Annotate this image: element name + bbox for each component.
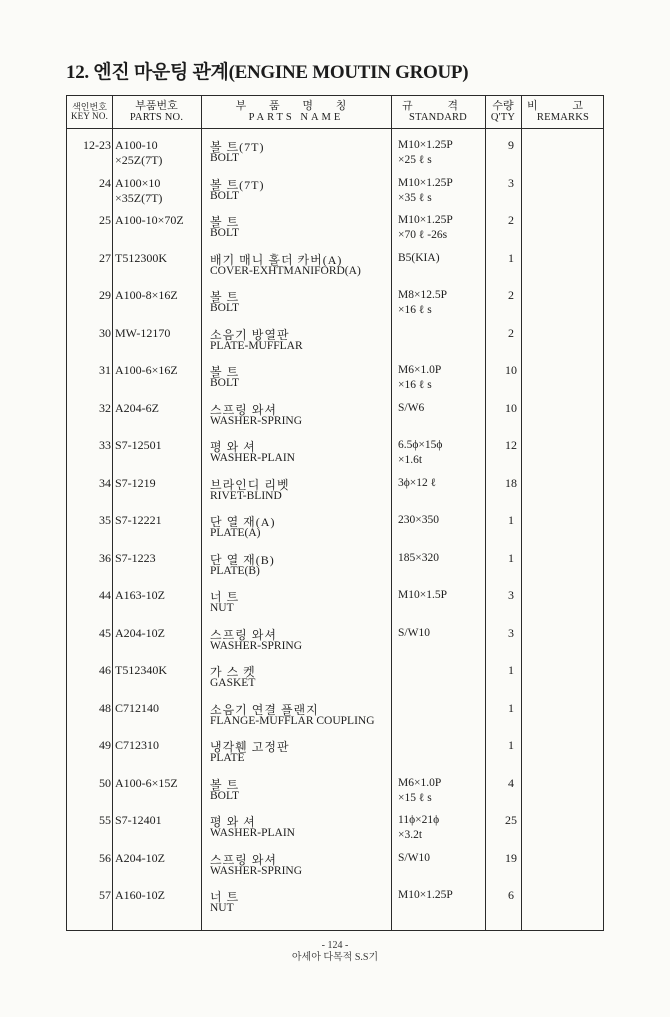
part-name-ko-cell: 소음기 방열판	[210, 327, 290, 342]
key-no-cell: 25	[99, 213, 111, 227]
header-key-no-en: KEY NO.	[70, 111, 109, 121]
header-key-no-ko: 색인번호	[72, 101, 107, 112]
standard-cell: 3ϕ×12 ℓ	[398, 476, 437, 489]
part-name-en-cell: BOLT	[210, 789, 239, 802]
part-name-en-cell: WASHER-PLAIN	[210, 452, 295, 464]
table-row	[67, 697, 605, 735]
table-row	[67, 359, 605, 397]
part-name-ko-cell: 볼 트	[210, 365, 240, 379]
table-row	[67, 847, 605, 885]
table-row	[67, 172, 605, 210]
header-remarks-en: REMARKS	[536, 112, 590, 124]
standard-cell: M10×1.25P	[398, 889, 453, 901]
key-no-cell: 34	[99, 475, 111, 490]
part-name-ko-cell: 볼 트(7T)	[210, 177, 265, 192]
part-name-ko-cell: 배기 매니 홀더 카버(A)	[210, 252, 343, 267]
key-no-cell: 55	[99, 813, 111, 827]
qty-cell: 25	[505, 813, 517, 827]
table-row	[67, 659, 605, 697]
table-row	[67, 584, 605, 622]
header-qty	[485, 96, 521, 128]
part-name-en-cell: WASHER-SPRING	[210, 639, 303, 652]
key-no-cell: 27	[99, 250, 111, 265]
qty-cell: 2	[508, 288, 514, 302]
qty-cell: 9	[508, 138, 514, 152]
part-name-en-cell: NUT	[210, 902, 234, 914]
key-no-cell: 30	[99, 325, 111, 340]
header-parts-name	[201, 96, 391, 128]
key-no-cell: 57	[99, 888, 111, 902]
part-name-en-cell: PLATE(A)	[210, 527, 261, 539]
qty-cell: 4	[508, 775, 514, 790]
parts-no-cell: A100-10×70Z	[115, 213, 184, 227]
key-no-cell: 36	[99, 550, 111, 565]
qty-cell: 18	[505, 475, 517, 490]
standard-cell: M10×1.25P ×70 ℓ -26s	[398, 214, 453, 241]
parts-no-cell: MW-12170	[115, 325, 171, 340]
part-name-en-cell: FLANGE-MUFFLAR COUPLING	[210, 714, 375, 727]
qty-cell: 12	[505, 438, 517, 452]
header-remarks-ko: 비 고	[526, 99, 599, 112]
parts-no-cell: A100-10 ×25Z(7T)	[115, 138, 163, 167]
part-name-ko-cell: 단 열 재(A)	[210, 515, 276, 529]
key-no-cell: 56	[99, 850, 111, 865]
qty-cell: 1	[508, 250, 514, 265]
table-row	[67, 809, 605, 847]
parts-no-cell: T512340K	[115, 663, 167, 677]
table-row	[67, 734, 605, 772]
qty-cell: 1	[508, 700, 514, 715]
qty-cell: 3	[508, 588, 514, 602]
part-name-en-cell: BOLT	[210, 227, 239, 239]
parts-no-cell: S7-12221	[115, 513, 162, 527]
key-no-cell: 24	[99, 175, 111, 190]
standard-cell: S/W10	[398, 851, 430, 864]
part-name-ko-cell: 단 열 재(B)	[210, 552, 275, 567]
key-no-cell: 50	[99, 775, 111, 790]
key-no-cell: 48	[99, 700, 111, 715]
parts-no-cell: A100-8×16Z	[115, 288, 178, 302]
part-name-ko-cell: 볼 트	[210, 215, 240, 229]
part-name-en-cell: BOLT	[210, 302, 239, 314]
parts-no-cell: A204-6Z	[115, 400, 159, 415]
qty-cell: 6	[508, 888, 514, 902]
table-row	[67, 622, 605, 660]
part-name-ko-cell: 소음기 연결 플랜지	[210, 702, 319, 717]
part-name-en-cell: NUT	[210, 602, 234, 614]
part-name-ko-cell: 스프링 와셔	[210, 402, 277, 417]
part-name-en-cell: PLATE	[210, 752, 245, 764]
key-no-cell: 49	[99, 738, 111, 752]
qty-cell: 1	[508, 550, 514, 565]
qty-cell: 1	[508, 663, 514, 677]
parts-no-cell: A100-6×15Z	[115, 775, 178, 790]
table-row	[67, 547, 605, 585]
parts-no-cell: S7-12401	[115, 813, 162, 827]
qty-cell: 10	[505, 400, 517, 415]
qty-cell: 10	[505, 363, 517, 377]
part-name-ko-cell: 볼 트	[210, 290, 240, 304]
key-no-cell: 29	[99, 288, 111, 302]
header-standard-ko: 규 격	[401, 99, 474, 112]
standard-cell: M6×1.0P ×15 ℓ s	[398, 776, 442, 804]
key-no-cell: 12-23	[83, 138, 111, 152]
header-parts-no-en: PARTS NO.	[129, 112, 184, 124]
part-name-en-cell: WASHER-SPRING	[210, 414, 303, 427]
parts-no-cell: C712310	[115, 738, 160, 752]
parts-no-cell: S7-1223	[115, 550, 156, 565]
standard-cell: M6×1.0P ×16 ℓ s	[398, 364, 442, 391]
qty-cell: 1	[508, 738, 514, 752]
key-no-cell: 32	[99, 400, 111, 415]
table-row	[67, 284, 605, 322]
key-no-cell: 46	[99, 663, 111, 677]
table-row	[67, 209, 605, 247]
parts-no-cell: A100-6×16Z	[115, 363, 178, 377]
parts-no-cell: A204-10Z	[115, 850, 165, 865]
header-parts-no	[112, 96, 201, 128]
page-title: 12. 엔진 마운팅 관계(ENGINE MOUTIN GROUP)	[66, 62, 469, 83]
header-qty-en: Q'TY	[490, 112, 516, 124]
table-row	[67, 322, 605, 360]
qty-cell: 3	[508, 175, 514, 190]
part-name-ko-cell: 냉각휀 고정판	[210, 740, 290, 754]
qty-cell: 2	[508, 325, 514, 340]
footer-caption: 아세아 다목적 S.S기	[291, 952, 379, 963]
table-row	[67, 772, 605, 810]
table-row	[67, 434, 605, 472]
page-footer	[0, 940, 670, 964]
table-row	[67, 509, 605, 547]
part-name-en-cell: WASHER-SPRING	[210, 864, 303, 877]
parts-rows	[67, 134, 605, 922]
header-parts-name-en: PARTS NAME	[248, 112, 344, 124]
table-row	[67, 884, 605, 922]
table-row	[67, 472, 605, 510]
standard-cell: S/W6	[398, 401, 425, 414]
part-name-ko-cell: 평 와 셔	[210, 440, 256, 454]
header-parts-no-ko: 부품번호	[135, 99, 178, 112]
key-no-cell: 31	[99, 363, 111, 377]
standard-cell: 230×350	[398, 514, 439, 526]
table-row	[67, 134, 605, 172]
header-key-no	[67, 96, 112, 128]
header-standard	[391, 96, 485, 128]
standard-cell: S/W10	[398, 626, 430, 639]
part-name-en-cell: RIVET-BLIND	[210, 489, 282, 502]
standard-cell: M10×1.5P	[398, 589, 447, 601]
key-no-cell: 45	[99, 625, 111, 640]
standard-cell: M10×1.25P ×25 ℓ s	[398, 139, 453, 166]
parts-no-cell: A204-10Z	[115, 625, 165, 640]
parts-no-cell: A160-10Z	[115, 888, 165, 902]
table-row	[67, 397, 605, 435]
qty-cell: 1	[508, 513, 514, 527]
header-standard-en: STANDARD	[409, 112, 467, 124]
parts-no-cell: S7-1219	[115, 475, 156, 490]
part-name-ko-cell: 볼 트(7T)	[210, 140, 265, 154]
standard-cell: B5(KIA)	[398, 251, 440, 264]
standard-cell: 6.5ϕ×15ϕ ×1.6t	[398, 439, 443, 466]
qty-cell: 19	[505, 850, 517, 865]
part-name-ko-cell: 가 스 켓	[210, 665, 256, 679]
standard-cell: 11ϕ×21ϕ ×3.2t	[398, 814, 440, 841]
part-name-en-cell: BOLT	[210, 377, 239, 389]
header-parts-name-ko: 부 품 명 칭	[235, 99, 357, 112]
part-name-en-cell: PLATE-MUFFLAR	[210, 339, 303, 352]
standard-cell: M8×12.5P ×16 ℓ s	[398, 289, 447, 316]
table-row	[67, 247, 605, 285]
part-name-ko-cell: 브라인디 리벳	[210, 477, 290, 492]
parts-no-cell: T512300K	[115, 250, 167, 265]
parts-no-cell: C712140	[115, 700, 160, 715]
part-name-ko-cell: 너 트	[210, 590, 240, 604]
qty-cell: 3	[508, 625, 514, 640]
part-name-ko-cell: 너 트	[210, 890, 240, 904]
header-rule	[67, 128, 603, 129]
header-qty-ko: 수량	[492, 99, 514, 112]
part-name-en-cell: COVER-EXHTMANIFORD(A)	[210, 264, 361, 277]
standard-cell: 185×320	[398, 551, 439, 564]
part-name-ko-cell: 스프링 와셔	[210, 627, 277, 642]
key-no-cell: 44	[99, 588, 111, 602]
parts-no-cell: A163-10Z	[115, 588, 165, 602]
part-name-en-cell: PLATE(B)	[210, 564, 260, 577]
parts-table	[66, 95, 604, 931]
part-name-ko-cell: 스프링 와셔	[210, 852, 277, 867]
part-name-en-cell: BOLT	[210, 189, 239, 202]
page-number: - 124 -	[321, 940, 349, 951]
key-no-cell: 35	[99, 513, 111, 527]
part-name-en-cell: WASHER-PLAIN	[210, 827, 295, 839]
parts-no-cell: A100×10 ×35Z(7T)	[115, 175, 163, 205]
part-name-ko-cell: 볼 트	[210, 777, 240, 792]
qty-cell: 2	[508, 213, 514, 227]
standard-cell: M10×1.25P ×35 ℓ s	[398, 176, 453, 204]
header-remarks	[521, 96, 605, 128]
part-name-ko-cell: 평 와 셔	[210, 815, 256, 829]
key-no-cell: 33	[99, 438, 111, 452]
part-name-en-cell: BOLT	[210, 152, 239, 164]
part-name-en-cell: GASKET	[210, 677, 256, 689]
parts-no-cell: S7-12501	[115, 438, 162, 452]
